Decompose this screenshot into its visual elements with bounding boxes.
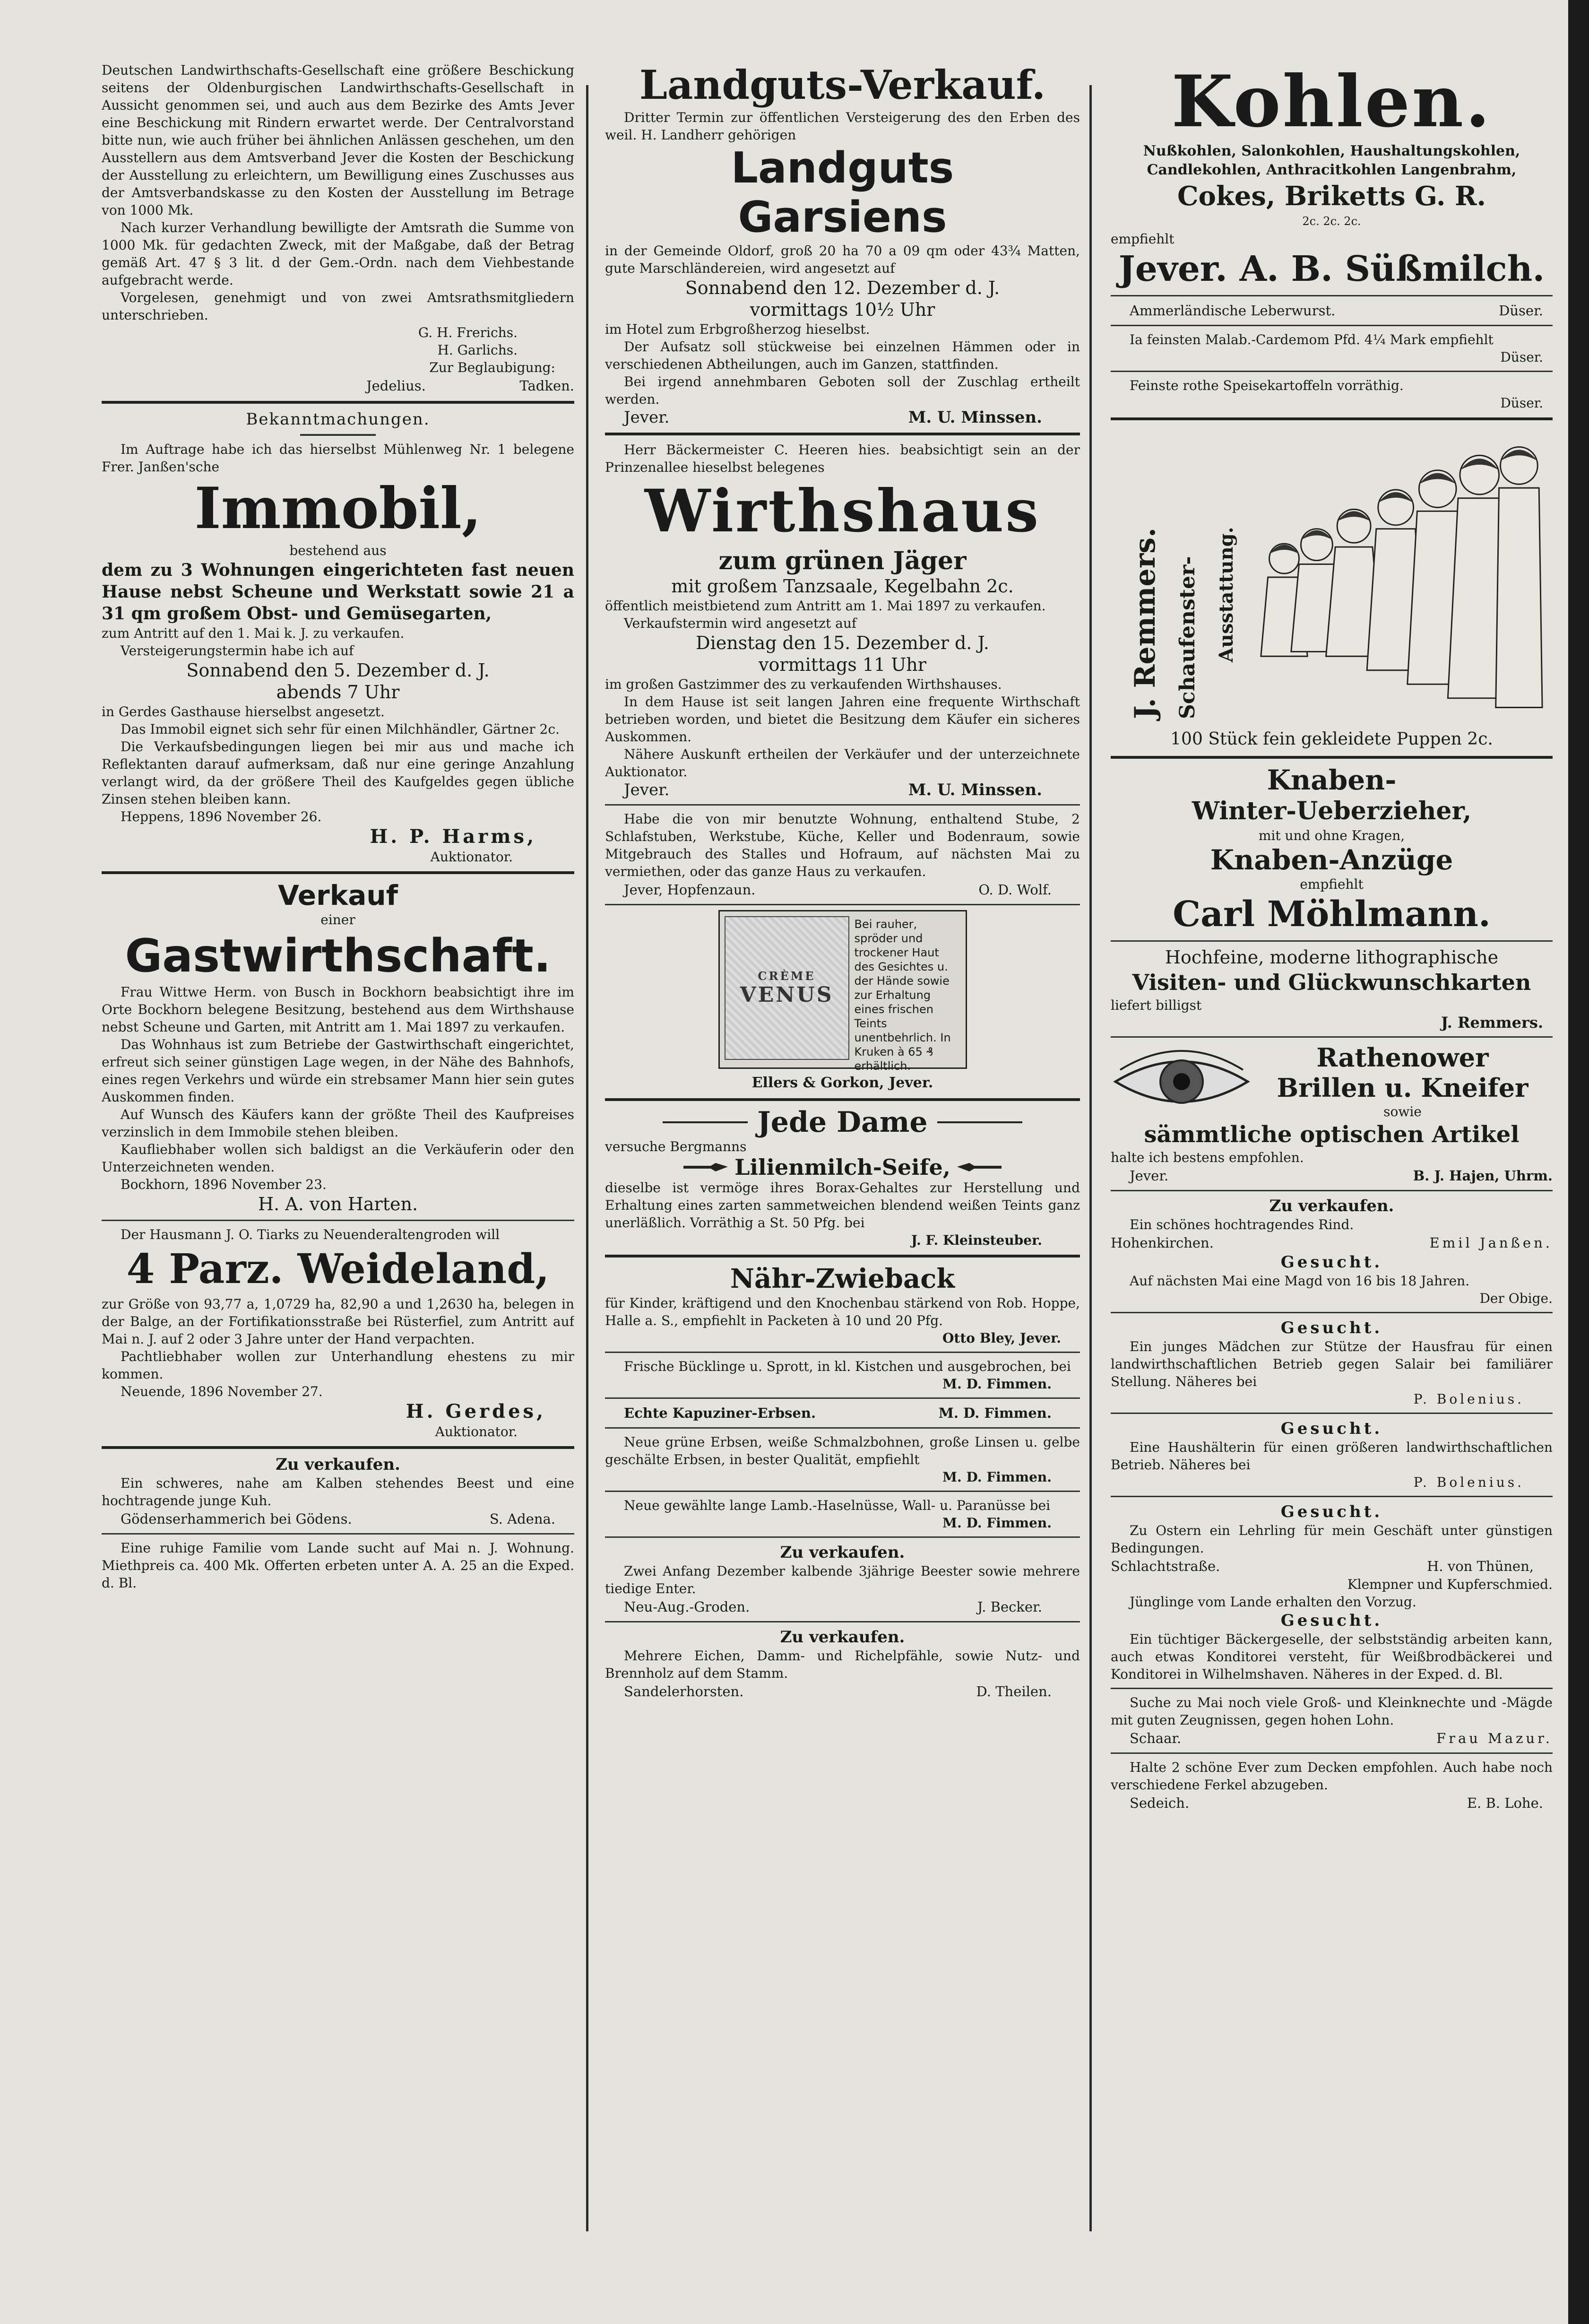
venus-label: VENUS xyxy=(740,983,834,1007)
ad-text: Ein junges Mädchen zur Stütze der Hausfrau für einen landwirthschaftlichen Betrieb gegen Salair bei familiärer Stellung. Näheres bei xyxy=(1111,1339,1553,1389)
venus-jar-illustration xyxy=(725,916,849,1060)
venus-ad-text: Bei rauher, spröder und trockener Haut des Gesichtes u. der Hände sowie zur Erhaltung eines frischen Teints unentbehrlich. In Kruken à 65 ₰ erhältlich. xyxy=(854,918,951,1073)
divider xyxy=(1111,1496,1553,1497)
ad-text: in der Gemeinde Oldorf, groß 20 ha 70 a 09 qm oder 43¾ Matten, gute Marschländereien, wird angesetzt auf xyxy=(605,243,1080,276)
ad-text: Mehrere Eichen, Damm- und Richelpfähle, sowie Nutz- und Brennholz auf dem Stamm. xyxy=(605,1648,1080,1681)
auction-date: Sonnabend den 5. Dezember d. J. xyxy=(186,660,490,681)
divider xyxy=(102,1446,574,1449)
signature: Jedelius. xyxy=(366,378,426,394)
divider xyxy=(605,1427,1080,1429)
signature: Der Obige. xyxy=(1479,1291,1553,1306)
divider xyxy=(605,1621,1080,1622)
ad-headline: Gesucht. xyxy=(1280,1318,1383,1337)
ad-text: Habe die von mir benutzte Wohnung, enthaltend Stube, 2 Schlafstuben, Werkstube, Küche, Keller und Bodenraum, sowie Mitgebrauch des Stalles und Hofraum, auf nächsten Mai zu vermiethen, oder das ganze Haus zu verkaufen. xyxy=(605,811,1080,879)
ad-headline-rathenower: Rathenower xyxy=(1316,1042,1489,1073)
auction-date: Sonnabend den 12. Dezember d. J. xyxy=(685,277,1000,298)
ad-text: öffentlich meistbietend zum Antritt am 1. Mai 1897 zu verkaufen. xyxy=(605,598,1046,614)
divider xyxy=(300,434,376,436)
signature: Düser. xyxy=(1499,303,1543,319)
divider xyxy=(605,1536,1080,1538)
signature: J. F. Kleinsteuber. xyxy=(911,1232,1042,1248)
signature: H. von Thünen, xyxy=(1427,1558,1534,1574)
ad-headline-landguts: Landguts xyxy=(731,143,954,193)
signature-role: Auktionator. xyxy=(435,1424,518,1439)
ad-text: Eine ruhige Familie vom Lande sucht auf Mai n. J. Wohnung. Miethpreis ca. 400 Mk. Offerten erbeten unter A. A. 25 an die Exped. d. Bl. xyxy=(102,1540,574,1591)
signature-role: Klempner und Kupferschmied. xyxy=(1347,1577,1553,1592)
signature: B. J. Hajen, Uhrm. xyxy=(1413,1168,1553,1184)
ad-headline-naehr-zwieback: Nähr-Zwieback xyxy=(730,1263,955,1294)
auction-time: vormittags 10½ Uhr xyxy=(750,299,935,320)
ad-text: Verkaufstermin wird angesetzt auf xyxy=(624,616,857,631)
divider xyxy=(1111,1312,1553,1313)
divider xyxy=(605,904,1080,905)
ad-headline: Zu verkaufen. xyxy=(1269,1197,1394,1215)
ad-headline-wirthshaus: Wirthshaus xyxy=(644,477,1041,546)
ad-text: versuche Bergmanns xyxy=(605,1139,747,1154)
ad-text: Feinste rothe Speisekartoffeln vorräthig. xyxy=(1130,378,1404,393)
ad-text: Eine Haushälterin für einen größeren landwirthschaftlichen Betrieb. Näheres bei xyxy=(1111,1439,1553,1473)
ad-text: Im Auftrage habe ich das hierselbst Mühlenweg Nr. 1 belegene Frer. Janßen'sche xyxy=(102,442,574,475)
signature: H. Garlichs. xyxy=(437,342,518,358)
ad-headline-brillen: Brillen u. Kneifer xyxy=(1277,1073,1529,1103)
ad-place: Jever. xyxy=(1130,1168,1169,1184)
ad-text: zum Antritt auf den 1. Mai k. J. zu verkaufen. xyxy=(102,625,405,641)
ad-text: Das Wohnhaus ist zum Betriebe der Gastwirthschaft eingerichtet, erfreut sich seiner günstigen Lage wegen, in der Nähe des Bahnhofs, eines regen Verkehrs und würde ein strebsamer Mann hier sein gutes Auskommen finden. xyxy=(102,1037,574,1105)
council-report-text: Deutschen Landwirthschafts-Gesellschaft eine größere Beschickung seitens der Oldenburgischen Landwirthschafts-Gesellschaft in Aussicht genommen sei, und auch aus dem Bezirke des Amts Jever eine Beschickung mit Rindern erwartet werde. Der Centralvorstand bitte nun, wie auch früher bei ähnlichen Anlässen geschehen, um den Ausstellern aus dem Amtsverband Jever die Kosten der Beschickung der Ausstellung zu erleichtern, um Bewilligung eines Zuschusses aus der Amtsverbandskasse zu den Kosten der Ausstellung im Betrage von 1000 Mk. xyxy=(102,62,574,218)
ad-text: Neue gewählte lange Lamb.-Haselnüsse, Wall- u. Paranüsse bei xyxy=(624,1498,1051,1513)
ad-text: Ein tüchtiger Bäckergeselle, der selbstständig arbeiten kann, auch etwas Konditorei versteht, für Weißbrodbäckerei und Konditorei in Wilhelmshaven. Näheres in der Exped. d. Bl. xyxy=(1111,1631,1553,1682)
signature: S. Adena. xyxy=(489,1511,555,1527)
signature: H. A. von Harten. xyxy=(258,1194,418,1214)
divider xyxy=(1111,940,1553,942)
divider xyxy=(605,1098,1080,1101)
eye-icon xyxy=(1111,1046,1252,1117)
ad-text: im Hotel zum Erbgroßherzog hieselbst. xyxy=(605,321,870,337)
signature: P. Bolenius. xyxy=(1413,1391,1524,1407)
venus-creme-ad xyxy=(718,910,967,1073)
council-report-text: Vorgelesen, genehmigt und von zwei Amtsrathsmitgliedern unterschrieben. xyxy=(102,290,574,323)
ad-text: Dritter Termin zur öffentlichen Versteigerung des den Erben des weil. H. Landherr gehörigen xyxy=(605,110,1080,143)
divider xyxy=(1111,1190,1553,1191)
signature: M. U. Minssen. xyxy=(908,408,1042,427)
signature: M. U. Minssen. xyxy=(908,780,1042,799)
ad-text: 100 Stück fein gekleidete Puppen 2c. xyxy=(1170,729,1493,749)
ad-headline-verkauf: Verkauf xyxy=(278,879,398,911)
ad-text: Frische Bücklinge u. Sprott, in kl. Kistchen und ausgebrochen, bei xyxy=(624,1359,1071,1374)
ad-text: für Kinder, kräftigend und den Knochenbau stärkend von Rob. Hoppe, Halle a. S., empfiehlt in Packeten à 10 und 20 Pfg. xyxy=(605,1295,1080,1328)
ad-text: Das Immobil eignet sich sehr für einen Milchhändler, Gärtner 2c. xyxy=(121,721,560,737)
ad-text: Ia feinsten Malab.-Cardemom Pfd. 4¼ Mark empfiehlt xyxy=(1130,332,1494,347)
signature: D. Theilen. xyxy=(976,1683,1052,1700)
divider xyxy=(605,1255,1080,1257)
ad-place: Jever, Hopfenzaun. xyxy=(624,882,756,898)
ad-text-bold: Nußkohlen, Salonkohlen, Haushaltungskohlen, Candlekohlen, Anthracitkohlen Langenbrahm, xyxy=(1143,143,1520,178)
signature: Tadken. xyxy=(519,378,574,394)
ad-headline-immobil: Immobil, xyxy=(194,475,482,542)
ornament-line xyxy=(937,1121,1022,1123)
ad-subheadline: mit großem Tanzsaale, Kegelbahn 2c. xyxy=(671,576,1014,597)
divider xyxy=(102,871,574,874)
ad-headline: Zu verkaufen. xyxy=(780,1628,905,1647)
ad-headline: Gesucht. xyxy=(1280,1253,1383,1272)
ad-text: empfiehlt xyxy=(1300,876,1364,892)
divider xyxy=(1111,417,1553,420)
ad-text: Frau Wittwe Herm. von Busch in Bockhorn beabsichtigt ihre im Orte Bockhorn belegene Besitzung, bestehend aus dem Wirthshause nebst Scheune und Garten, mit Antritt am 1. Mai 1897 zu verkaufen. xyxy=(102,984,574,1035)
ad-headline: Zu verkaufen. xyxy=(780,1543,905,1562)
signature: O. D. Wolf. xyxy=(978,882,1052,898)
divider xyxy=(605,433,1080,435)
doll-illustration-ad xyxy=(1119,426,1545,728)
ad-text: 2c. 2c. 2c. xyxy=(1302,215,1361,228)
ad-text: Zwei Anfang Dezember kalbende 3jährige Beester sowie mehrere tiedige Enter. xyxy=(605,1563,1080,1596)
ornament-line xyxy=(663,1121,748,1123)
pointing-hand-icon xyxy=(682,1160,730,1174)
ad-product-name: Lilienmilch-Seife, xyxy=(734,1154,950,1180)
ad-place: Hohenkirchen. xyxy=(1111,1235,1214,1251)
signature: Düser. xyxy=(1500,395,1543,411)
ad-place: Neu-Aug.-Groden. xyxy=(624,1599,750,1615)
ad-text: Echte Kapuziner-Erbsen. xyxy=(624,1405,816,1421)
ad-text: Ein schweres, nahe am Kalben stehendes Beest und eine hochtragende junge Kuh. xyxy=(102,1475,574,1509)
divider xyxy=(102,1533,574,1535)
ad-headline: Gesucht. xyxy=(1280,1502,1383,1521)
dolls-illustration xyxy=(1256,435,1545,719)
ad-text: In dem Hause ist seit langen Jahren eine frequente Wirthschaft betrieben worden, und bietet die Besitzung dem Käufer ein sicheres Auskommen. xyxy=(605,694,1080,745)
ad-headline: Zu verkaufen. xyxy=(276,1455,400,1474)
ad-text: empfiehlt xyxy=(1111,231,1174,247)
ad-text: Nähere Auskunft ertheilen der Verkäufer und der unterzeichnete Auktionator. xyxy=(605,746,1080,780)
ad-place: Jever. xyxy=(624,780,670,799)
ad-headline-visitenkarten: Visiten- und Glückwunschkarten xyxy=(1132,970,1531,995)
ad-text: Bei irgend annehmbaren Geboten soll der Zuschlag ertheilt werden. xyxy=(605,374,1080,407)
pointing-hand-icon xyxy=(955,1160,1002,1174)
divider xyxy=(605,804,1080,806)
ad-text: Suche zu Mai noch viele Groß- und Kleinknechte und -Mägde mit guten Zeugnissen, gegen hohen Lohn. xyxy=(1111,1695,1553,1728)
ad-headline-garsiens: Garsiens xyxy=(738,192,947,242)
divider xyxy=(1111,371,1553,372)
ad-text: Hochfeine, moderne lithographische xyxy=(1165,947,1499,968)
signature: G. H. Frerichs. xyxy=(418,325,518,340)
ad-text: Auf Wunsch des Käufers kann der größte Theil des Kaufpreises verzinslich in dem Immobile stehen bleiben. xyxy=(102,1107,574,1140)
divider xyxy=(605,1491,1080,1492)
ad-place: Schlachtstraße. xyxy=(1111,1558,1220,1574)
ad-place: Sandelerhorsten. xyxy=(624,1683,744,1700)
section-heading: Bekanntmachungen. xyxy=(246,410,430,429)
ad-title-vertical: Schaufenster- xyxy=(1175,556,1200,719)
creme-label: CRÈME xyxy=(758,969,816,983)
divider xyxy=(1111,295,1553,296)
ad-signature-suessmilch: Jever. A. B. Süßmilch. xyxy=(1118,249,1545,289)
divider xyxy=(102,401,574,404)
ad-date: Heppens, 1896 November 26. xyxy=(121,809,322,824)
ad-text-bold: dem zu 3 Wohnungen eingerichteten fast neuen Hause nebst Scheune und Werkstatt sowie 21 a 31 qm großem Obst- und Gemüsegarten, xyxy=(102,560,574,624)
ad-headline-knaben: Knaben- xyxy=(1267,764,1397,796)
column-3 xyxy=(1111,61,1553,2255)
signature: Emil Janßen. xyxy=(1429,1235,1553,1251)
auction-time: vormittags 11 Uhr xyxy=(759,654,926,675)
signature: M. D. Fimmen. xyxy=(942,1469,1052,1485)
ad-place: Schaar. xyxy=(1130,1730,1182,1746)
ad-text: Halte 2 schöne Ever zum Decken empfohlen. Auch habe noch verschiedene Ferkel abzugeben. xyxy=(1111,1760,1553,1793)
ad-subheadline: zum grünen Jäger xyxy=(718,546,967,575)
column-rule-2 xyxy=(1089,85,1092,2231)
divider xyxy=(1111,1752,1553,1754)
signature-role: Auktionator. xyxy=(430,849,513,865)
divider xyxy=(1111,1036,1553,1038)
column-1 xyxy=(102,61,574,2255)
ad-place: Jever. xyxy=(624,408,670,427)
ad-text: Auf nächsten Mai eine Magd von 16 bis 18 Jahren. xyxy=(1130,1273,1470,1289)
attestation: Zur Beglaubigung: xyxy=(429,360,555,375)
ad-text: zur Größe von 93,77 a, 1,0729 ha, 82,90 a und 1,2630 ha, belegen in der Balge, an der Fortifikationsstraße bei Rüsterfiel, zum Antritt auf Mai n. J. auf 2 oder 3 Jahre unter der Hand verpachten. xyxy=(102,1296,574,1347)
signature: Frau Mazur. xyxy=(1436,1730,1553,1746)
ad-text: Die Verkaufsbedingungen liegen bei mir aus und mache ich Reflektanten darauf aufmerksam, daß nur eine geringe Anzahlung verlangt wird, da der größere Theil des Kaufgeldes gegen übliche Zinsen stehen bleiben kann. xyxy=(102,739,574,807)
divider xyxy=(1111,1413,1553,1414)
divider xyxy=(605,1397,1080,1399)
ad-headline: Gesucht. xyxy=(1280,1419,1383,1438)
ad-headline-optische-artikel: sämmtliche optischen Artikel xyxy=(1144,1121,1520,1148)
signature: J. Becker. xyxy=(977,1599,1042,1615)
venus-ad-signature: Ellers & Gorkon, Jever. xyxy=(751,1075,933,1091)
ad-text: im großen Gastzimmer des zu verkaufenden Wirthshauses. xyxy=(605,676,1002,692)
signature: P. Bolenius. xyxy=(1413,1474,1524,1490)
column-rule-1 xyxy=(586,85,588,2231)
ad-headline-winter-ueberzieher: Winter-Ueberzieher, xyxy=(1192,797,1472,825)
divider xyxy=(1111,325,1553,326)
ad-headline-jede-dame: Jede Dame xyxy=(757,1106,928,1139)
ad-text: Versteigerungstermin habe ich auf xyxy=(121,643,354,659)
ad-text: Pachtliebhaber wollen zur Unterhandlung ehestens zu mir kommen. xyxy=(102,1349,574,1382)
divider xyxy=(1111,756,1553,759)
ad-headline-knaben-anzuege: Knaben-Anzüge xyxy=(1210,844,1453,876)
signature: M. D. Fimmen. xyxy=(942,1376,1052,1392)
ad-text: Der Hausmann J. O. Tiarks zu Neuenderaltengroden will xyxy=(121,1227,500,1242)
ad-place: Gödenserhammerich bei Gödens. xyxy=(121,1511,352,1527)
signature: M. D. Fimmen. xyxy=(942,1515,1052,1531)
signature: Düser. xyxy=(1500,349,1543,365)
page-edge xyxy=(1568,0,1589,2324)
signature: M. D. Fimmen. xyxy=(938,1405,1052,1421)
ad-text: Zu Ostern ein Lehrling für mein Geschäft unter günstigen Bedingungen. xyxy=(1111,1523,1553,1556)
ad-text: Ammerländische Leberwurst. xyxy=(1130,303,1336,319)
ad-text: Ein schönes hochtragendes Rind. xyxy=(1130,1217,1354,1232)
signature: J. Remmers. xyxy=(1441,1014,1543,1032)
divider xyxy=(102,1220,574,1221)
column-2 xyxy=(605,61,1080,2255)
auction-time: abends 7 Uhr xyxy=(276,682,400,702)
ad-text: in Gerdes Gasthause hierselbst angesetzt. xyxy=(102,704,385,720)
ad-headline-kohlen: Kohlen. xyxy=(1171,61,1492,143)
council-report-text: Nach kurzer Verhandlung bewilligte der Amtsrath die Summe von 1000 Mk. für gedachten Zweck, mit der Maßgabe, daß der Betrag gemäß Art. 47 § 3 lit. d der Gem.-Ordn. nach dem Viehbestande aufgebracht werde. xyxy=(102,220,574,288)
ad-text: Neue grüne Erbsen, weiße Schmalzbohnen, große Linsen u. gelbe geschälte Erbsen, in bester Qualität, empfiehlt xyxy=(605,1434,1080,1467)
divider xyxy=(1111,1688,1553,1689)
ad-date: Neuende, 1896 November 27. xyxy=(121,1384,323,1399)
signature: E. B. Lohe. xyxy=(1467,1795,1543,1811)
ad-subheadline: Cokes, Briketts G. R. xyxy=(1177,181,1486,212)
ad-text: Herr Bäckermeister C. Heeren hies. beabsichtigt sein an der Prinzenallee hieselbst belegenes xyxy=(605,442,1080,475)
signature: H. Gerdes, xyxy=(406,1400,546,1422)
ad-text: mit und ohne Kragen, xyxy=(1258,828,1405,843)
ad-place: Sedeich. xyxy=(1130,1795,1190,1811)
ad-text: sowie xyxy=(1383,1104,1422,1119)
ad-headline-weideland: 4 Parz. Weideland, xyxy=(126,1245,550,1293)
ad-headline-gastwirthschaft: Gastwirthschaft. xyxy=(125,929,551,982)
ad-headline: Gesucht. xyxy=(1280,1611,1383,1630)
ad-text: bestehend aus xyxy=(289,543,387,558)
ad-text: liefert billigst xyxy=(1111,997,1202,1013)
ad-title-vertical: Ausstattung. xyxy=(1215,527,1237,662)
ad-text: halte ich bestens empfohlen. xyxy=(1111,1150,1304,1165)
auction-date: Dienstag den 15. Dezember d. J. xyxy=(696,633,989,653)
ad-headline-landguts-verkauf: Landguts-Verkauf. xyxy=(639,61,1046,108)
ad-text: Der Aufsatz soll stückweise bei einzelnen Hämmen oder in verschiedenen Abtheilungen, auch im Ganzen, stattfinden. xyxy=(605,339,1080,372)
divider xyxy=(605,1352,1080,1353)
signature: H. P. Harms, xyxy=(370,825,536,848)
ad-text: Jünglinge vom Lande erhalten den Vorzug. xyxy=(1130,1594,1416,1610)
ad-date: Bockhorn, 1896 November 23. xyxy=(121,1177,327,1192)
signature: Otto Bley, Jever. xyxy=(942,1330,1061,1346)
ad-signature-moehlmann: Carl Möhlmann. xyxy=(1173,894,1491,935)
ad-text: einer xyxy=(320,912,355,928)
ad-text: dieselbe ist vermöge ihres Borax-Gehaltes zur Herstellung und Erhaltung eines zarten sammetweichen blendend weißen Teints ganz unerläßlich. Vorräthig a St. 50 Pfg. bei xyxy=(605,1180,1080,1231)
ad-name-vertical: J. Remmers. xyxy=(1128,528,1162,719)
ad-text: Kaufliebhaber wollen sich baldigst an die Verkäuferin oder den Unterzeichneten wenden. xyxy=(102,1142,574,1175)
